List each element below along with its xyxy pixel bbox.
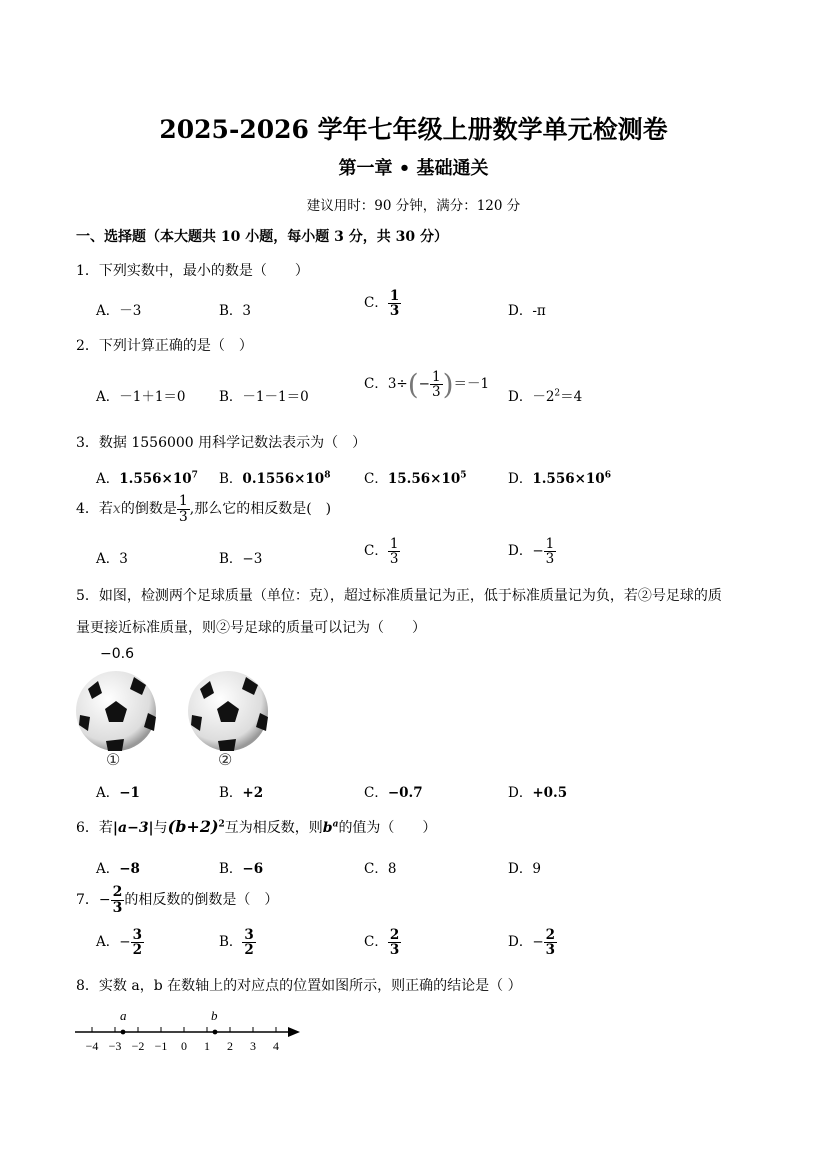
option-label: B． <box>219 861 243 877</box>
exponent: 6 <box>604 470 611 481</box>
point-b-label: b <box>211 1008 218 1023</box>
q1-option-c-label: C． <box>364 295 388 312</box>
tick-label: 4 <box>273 1039 279 1053</box>
soccer-ball-1-image <box>72 667 160 755</box>
exponent: a <box>332 819 339 830</box>
q3-option-d <box>508 467 611 487</box>
soccer-ball-2-image <box>184 667 272 755</box>
q2-option-d-base: D．－2 <box>508 389 555 405</box>
ball-2-label: ② <box>218 750 233 769</box>
q6-option-b <box>219 857 263 877</box>
q3-option-a <box>96 467 198 487</box>
option-value: −6 <box>242 861 264 877</box>
stem-text: 互为相反数，则 <box>224 820 323 836</box>
stem-text: 6．若 <box>76 820 113 836</box>
fraction-numerator: 3 <box>244 927 254 943</box>
fraction-numerator: 1 <box>545 536 555 552</box>
option-value: 0.1556×10 <box>242 471 325 487</box>
q2-option-c-result: ＝－1 <box>453 376 490 392</box>
option-label: D．− <box>508 934 544 951</box>
tick-label: 1 <box>204 1039 210 1053</box>
q1-option-a: A．－3 <box>96 303 142 319</box>
stem-text: 的值为（ ） <box>338 820 437 836</box>
exponent: 5 <box>460 470 467 481</box>
ball-1-label: ① <box>106 750 121 769</box>
variable: x <box>112 501 121 518</box>
power-base: b <box>322 820 333 836</box>
q7-option-a <box>96 928 144 957</box>
number-line-arrow <box>288 1027 300 1037</box>
q3-option-b <box>219 467 330 487</box>
stem-text: 的相反数的倒数是（ ） <box>124 892 279 909</box>
q3-option-c <box>364 467 466 487</box>
option-label: B． <box>219 471 243 487</box>
option-value: −8 <box>119 861 140 877</box>
stem-text: 4．若 <box>76 501 113 518</box>
squared-expr: (b+2) <box>167 817 219 836</box>
option-label: C． <box>364 785 388 801</box>
tick-label: 2 <box>227 1039 233 1053</box>
q6-option-a <box>96 857 140 877</box>
option-label: B． <box>219 785 243 801</box>
q4-option-b: B．−3 <box>219 551 263 567</box>
q2-option-c: C．3÷(− $\frac{1}{3}$ )＝－1 <box>364 368 490 401</box>
option-label: C． <box>364 934 388 951</box>
exponent: 8 <box>324 470 331 481</box>
option-label: D．− <box>508 543 544 560</box>
question-8-stem: 8．实数 a，b 在数轴上的对应点的位置如图所示，则正确的结论是（ ） <box>76 978 522 994</box>
q5-option-b <box>219 781 263 801</box>
tick-label: −3 <box>108 1039 122 1053</box>
fraction-numerator: 1 <box>178 493 188 509</box>
fraction-denominator: 3 <box>389 303 400 320</box>
option-value: −0.7 <box>387 785 423 801</box>
option-value: 15.56×10 <box>387 471 461 487</box>
option-label: C． <box>364 543 388 560</box>
exam-meta: 建议用时：90 分钟，满分：120 分 <box>306 198 521 214</box>
point-a-label: a <box>120 1008 127 1023</box>
q6-option-c: C．8 <box>364 861 397 877</box>
fraction-numerator: 3 <box>132 927 142 943</box>
q1-option-b: B．3 <box>219 303 252 319</box>
option-label: D． <box>508 471 533 487</box>
stem-text: ,那么它的相反数是( ) <box>189 501 332 518</box>
fraction-numerator: 1 <box>389 288 400 304</box>
option-label: B． <box>219 934 243 951</box>
fraction-denominator: 3 <box>178 508 188 525</box>
fraction-numerator: 2 <box>112 884 123 900</box>
option-label: A． <box>96 471 120 487</box>
tick-label: 0 <box>181 1039 187 1053</box>
absolute-value-expr: |a−3| <box>112 820 154 836</box>
fraction-numerator: 1 <box>431 368 441 385</box>
q5-option-a <box>96 781 140 801</box>
q5-option-d <box>508 781 567 801</box>
question-1-stem: 1．下列实数中，最小的数是（ ） <box>76 263 309 279</box>
fraction-denominator: 2 <box>244 942 254 959</box>
q2-option-d-result: ＝4 <box>560 389 583 405</box>
tick-label: −4 <box>85 1039 99 1053</box>
q4-option-c <box>364 537 400 566</box>
exponent: 2 <box>218 819 225 830</box>
question-3-stem: 3．数据 1556000 用科学记数法表示为（ ） <box>76 435 367 451</box>
fraction-denominator: 3 <box>545 551 555 568</box>
stem-text: 与 <box>153 820 168 836</box>
q2-option-b: B．－1－1＝0 <box>219 389 309 405</box>
option-label: C． <box>364 471 388 487</box>
page-subtitle: 第一章 • 基础通关 <box>338 158 489 179</box>
question-6-stem <box>76 817 436 837</box>
point-b-dot <box>213 1030 218 1035</box>
question-5-line-1: 5．如图，检测两个足球质量（单位：克），超过标准质量记为正，低于标准质量记为负，若②号足球的质 <box>76 588 722 604</box>
fraction-denominator: 2 <box>132 942 142 959</box>
q4-option-d <box>508 537 556 566</box>
page-title: 2025-2026 学年七年级上册数学单元检测卷 <box>159 115 668 144</box>
question-7-stem <box>76 885 278 915</box>
exponent: 7 <box>191 470 198 481</box>
option-value: −1 <box>119 785 140 801</box>
tick-label: −1 <box>154 1039 168 1053</box>
fraction-numerator: 2 <box>545 927 556 943</box>
fraction-denominator: 3 <box>431 384 441 400</box>
option-label: A．− <box>96 934 131 951</box>
option-label: D． <box>508 785 533 801</box>
point-a-dot <box>121 1030 126 1035</box>
q2-option-d <box>508 385 582 405</box>
option-value: 1.556×10 <box>119 471 192 487</box>
option-value: +0.5 <box>532 785 568 801</box>
option-label: A． <box>96 785 120 801</box>
fraction-numerator: 2 <box>389 927 400 943</box>
q1-option-d: D．-π <box>508 303 546 319</box>
stem-text: 的倒数是 <box>120 501 177 518</box>
q5-option-c <box>364 781 423 801</box>
tick-marks <box>86 1027 279 1053</box>
q2-option-c-label: C．3÷ <box>364 376 408 392</box>
q2-option-a: A．－1＋1＝0 <box>96 389 186 405</box>
right-paren: ) <box>442 368 454 401</box>
tick-label: 3 <box>250 1039 256 1053</box>
fraction-denominator: 3 <box>389 551 399 568</box>
q6-option-d: D．9 <box>508 861 541 877</box>
tick-label: −2 <box>131 1039 145 1053</box>
question-4-stem <box>76 494 331 524</box>
q7-option-c <box>364 928 401 957</box>
ball-1-value: −0.6 <box>100 646 134 662</box>
exponent: 2 <box>554 388 561 399</box>
question-2-stem: 2．下列计算正确的是（ ） <box>76 338 253 354</box>
option-value: +2 <box>242 785 264 801</box>
question-5-line-2: 量更接近标准质量，则②号足球的质量可以记为（ ） <box>76 620 426 636</box>
section-title: 一、选择题（本大题共 10 小题，每小题 3 分，共 30 分） <box>76 229 448 245</box>
fraction-denominator: 3 <box>112 899 123 916</box>
fraction-denominator: 3 <box>389 942 400 959</box>
left-paren: ( <box>407 368 419 401</box>
q7-option-b <box>219 928 256 957</box>
q1-option-c <box>364 289 401 318</box>
stem-text: 7．− <box>76 892 111 909</box>
fraction-numerator: 1 <box>389 536 399 552</box>
option-value: 1.556×10 <box>532 471 605 487</box>
fraction-denominator: 3 <box>545 942 556 959</box>
q7-option-d <box>508 928 557 957</box>
number-line-diagram <box>70 1005 310 1060</box>
option-label: A． <box>96 861 120 877</box>
q4-option-a: A．3 <box>96 551 128 567</box>
